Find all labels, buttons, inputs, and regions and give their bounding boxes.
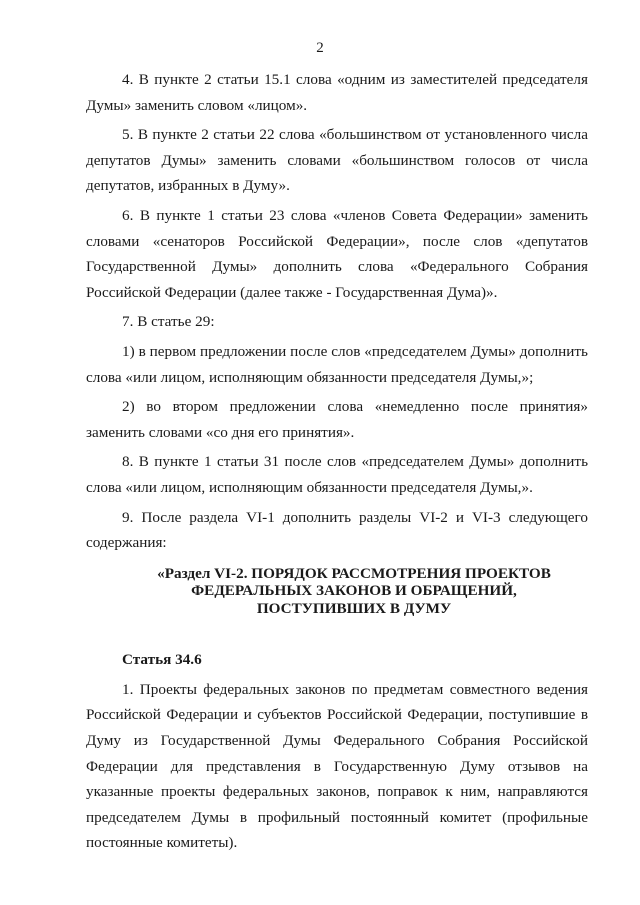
paragraph-item-7-2: 2) во втором предложении слова «немедленно после принятия» заменить словами «со дня его принятия».: [86, 398, 588, 441]
paragraph-item-7: 7. В статье 29:: [122, 313, 215, 331]
paragraph-item-4: 4. В пункте 2 статьи 15.1 слова «одним из заместителей председателя Думы» заменить словом «лицом».: [86, 71, 588, 114]
paragraph-item-7-1: 1) в первом предложении после слов «председателем Думы» дополнить слова «или лицом, исполняющим обязанности председателя Думы,»;: [86, 342, 588, 386]
paragraph-item-8: 8. В пункте 1 статьи 31 после слов «председателем Думы» дополнить слова «или лицом, исполняющим обязанности председателя Думы,».: [86, 453, 588, 496]
paragraph-item-5: 5. В пункте 2 статьи 22 слова «большинством от установленного числа депутатов Думы» заменить словами «большинством голосов от числа депутатов, избранных в Думу».: [86, 126, 588, 195]
section-title-line-3: ПОСТУПИВШИХ В ДУМУ: [256, 599, 452, 617]
article-paragraph-1: 1. Проекты федеральных законов по предметам совместного ведения Российской Федерации и субъектов Российской Федерации, поступившие в Думу из Государственной Думы Федерального Собрания Российской Федерации для представления в Государственную Думу отзывов на указанные проекты федеральных законов, поправок к ним, направляются председателем Думы в профильный постоянный комитет (профильные постоянные комитеты).: [86, 680, 588, 852]
paragraph-item-9: 9. После раздела VI-1 дополнить разделы VI-2 и VI-3 следующего содержания:: [86, 508, 588, 552]
document-body: [86, 67, 588, 856]
section-title: [86, 565, 588, 618]
article-title: Статья 34.6: [122, 651, 202, 669]
page-number: 2: [316, 40, 324, 56]
section-title-line-2: ФЕДЕРАЛЬНЫХ ЗАКОНОВ И ОБРАЩЕНИЙ,: [191, 582, 517, 600]
section-title-line-1: «Раздел VI-2. ПОРЯДОК РАССМОТРЕНИЯ ПРОЕКТОВ: [157, 564, 551, 582]
paragraph-item-6: 6. В пункте 1 статьи 23 слова «членов Совета Федерации» заменить словами «сенаторов Российской Федерации», после слов «депутатов Государственной Думы» дополнить слова «Федерального Собрания Российской Федерации (далее также - Государственная Дума)».: [86, 206, 588, 301]
